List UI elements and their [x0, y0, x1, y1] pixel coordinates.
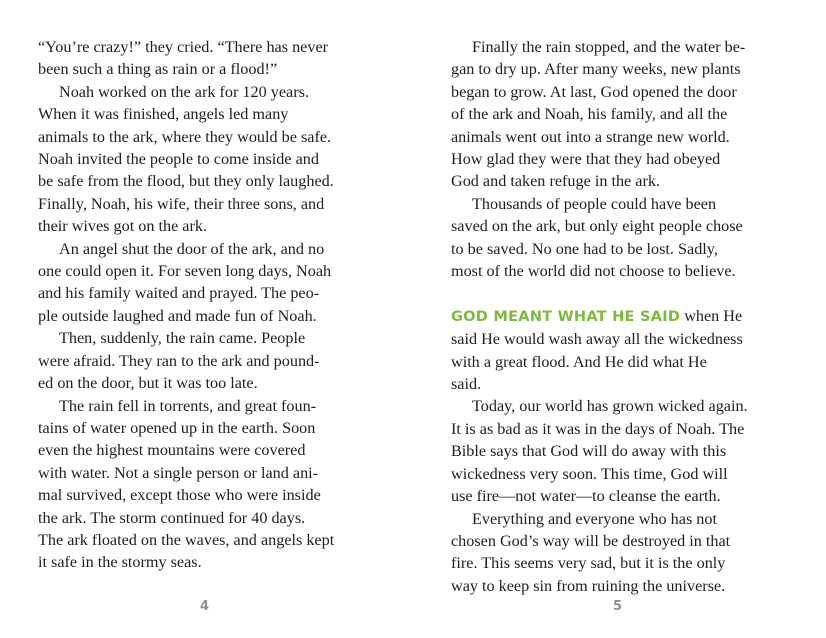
- page-number-left: 4: [200, 599, 210, 614]
- text-line: began to grow. At last, God opened the door: [451, 82, 737, 101]
- text-line: Noah worked on the ark for 120 years.: [59, 82, 309, 101]
- text-line: Today, our world has grown wicked again.: [472, 397, 748, 416]
- section-heading: GOD MEANT WHAT HE SAID: [451, 307, 681, 325]
- text-line: chosen God’s way will be destroyed in that: [451, 531, 731, 550]
- text-line: said.: [451, 375, 482, 394]
- text-line: saved on the ark, but only eight people chose: [451, 217, 743, 236]
- text-line: even the highest mountains were covered: [38, 441, 306, 460]
- text-line: be safe from the flood, but they only laughed.: [38, 172, 334, 191]
- left-page-text: [38, 36, 393, 574]
- text-line: one could open it. For seven long days, Noah: [38, 262, 332, 281]
- text-line: The rain fell in torrents, and great foun-: [59, 396, 317, 415]
- text-line: Thousands of people could have been: [472, 194, 717, 213]
- text-line: ple outside laughed and made fun of Noah.: [38, 306, 317, 325]
- text-line: most of the world did not choose to believe.: [451, 262, 736, 281]
- text-line: to be saved. No one had to be lost. Sadly,: [451, 239, 718, 258]
- text-line: An angel shut the door of the ark, and no: [59, 239, 325, 258]
- page-number-right: 5: [613, 599, 623, 614]
- text-line: of the ark and Noah, his family, and all the: [451, 105, 728, 124]
- text-line: gan to dry up. After many weeks, new plants: [451, 60, 741, 79]
- text-line: “You’re crazy!” they cried. “There has never: [38, 38, 329, 56]
- text-line: ed on the door, but it was too late.: [38, 374, 258, 393]
- text-line: Bible says that God will do away with this: [451, 442, 727, 461]
- text-line: Noah invited the people to come inside and: [38, 150, 319, 169]
- right-page-top-paragraphs: [451, 36, 806, 282]
- section-heading-line: [451, 305, 806, 328]
- text-line: Then, suddenly, the rain came. People: [59, 329, 306, 348]
- text-line: How glad they were that they had obeyed: [451, 150, 721, 169]
- text-line: animals to the ark, where they would be safe.: [38, 127, 332, 146]
- text-line: mal survived, except those who were inside: [38, 486, 321, 505]
- text-line: with water. Not a single person or land ani-: [38, 463, 319, 482]
- right-page-bottom-paragraphs: [451, 328, 806, 597]
- text-line: and his family waited and prayed. The peo-: [38, 284, 320, 303]
- section-heading-continuation: when He: [680, 306, 743, 325]
- text-line: wickedness very soon. This time, God will: [451, 464, 728, 483]
- text-line: said He would wash away all the wickedness: [451, 330, 743, 349]
- text-line: It is as bad as it was in the days of Noah. The: [451, 419, 745, 438]
- text-line: When it was finished, angels led many: [38, 105, 289, 124]
- text-line: their wives got on the ark.: [38, 217, 208, 236]
- text-line: with a great flood. And He did what He: [451, 352, 707, 371]
- right-page-text: [451, 36, 806, 597]
- text-line: fire. This seems very sad, but it is the only: [451, 554, 726, 573]
- text-line: Finally, Noah, his wife, their three sons, and: [38, 194, 325, 213]
- text-line: use fire—not water—to cleanse the earth.: [451, 487, 721, 506]
- text-line: it safe in the stormy seas.: [38, 553, 202, 572]
- text-line: the ark. The storm continued for 40 days.: [38, 508, 306, 527]
- text-line: tains of water opened up in the earth. Soon: [38, 418, 316, 437]
- text-line: Finally the rain stopped, and the water be-: [472, 38, 746, 56]
- text-line: God and taken refuge in the ark.: [451, 172, 661, 191]
- text-line: The ark floated on the waves, and angels kept: [38, 530, 335, 549]
- text-line: were afraid. They ran to the ark and pound-: [38, 351, 320, 370]
- text-line: Everything and everyone who has not: [472, 509, 717, 528]
- section-gap: [451, 282, 806, 304]
- text-line: way to keep sin from ruining the universe.: [451, 576, 726, 595]
- text-line: been such a thing as rain or a flood!”: [38, 60, 278, 79]
- text-line: animals went out into a strange new world.: [451, 127, 730, 146]
